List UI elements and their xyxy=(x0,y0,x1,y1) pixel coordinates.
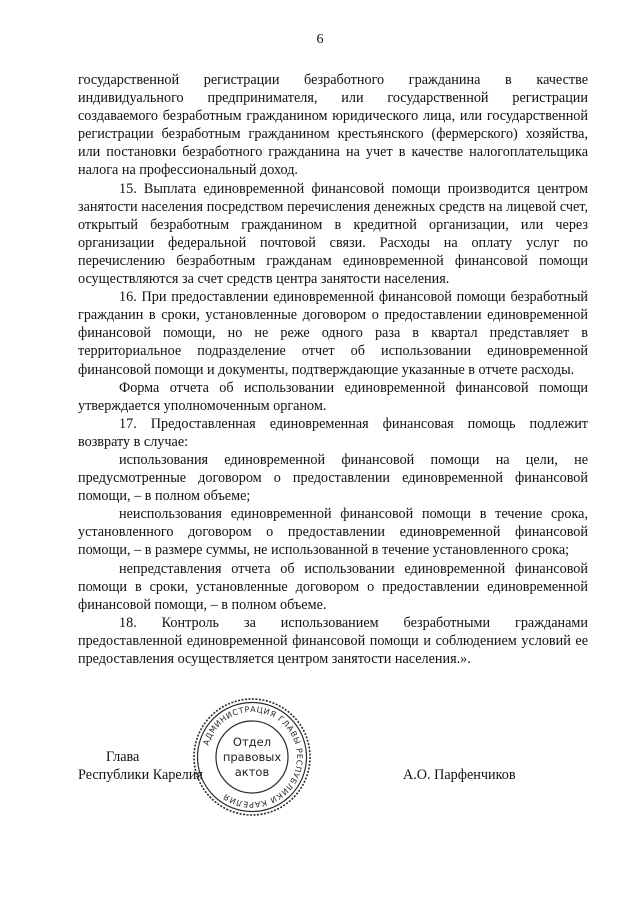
paragraph-17-case-misuse: использования единовременной финансовой помощи на цели, не предусмотренные договором о предоставлении единовременной финансовой помощи, – в полном объеме; xyxy=(78,451,588,505)
paragraph-17-case-no-report: непредставления отчета об использовании единовременной финансовой помощи в сроки, установленные договором о предоставлении единовременной финансовой помощи, – в полном объеме. xyxy=(78,560,588,613)
stamp-inner-line-2: правовых xyxy=(222,750,282,764)
paragraph-report-form: Форма отчета об использовании единовременной финансовой помощи утверждается уполномоченным органом. xyxy=(78,379,588,414)
paragraph-17: 17. Предоставленная единовременная финансовая помощь подлежит возврату в случае: xyxy=(78,415,588,450)
stamp-ring-text: АДМИНИСТРАЦИЯ ГЛАВЫ РЕСПУБЛИКИ КАРЕЛИЯ xyxy=(201,704,305,810)
paragraph-15: 15. Выплата единовременной финансовой помощи производится центром занятости населения посредством перечисления денежных средств на лицевой счет, открытый безработным гражданином в кредитной организации, или через организации федеральной почтовой связи. Расходы на оплату услуг по перечислению безработным гражданам единовременной финансовой помощи осуществляются за счет средств центра занятости населения. xyxy=(78,180,588,288)
paragraph-16: 16. При предоставлении единовременной финансовой помощи безработный гражданин в сроки, установленные договором о предоставлении единовременной финансовой помощи, но не реже одного раза в квартал представляет в территориальное подразделение отчет об использовании единовременной финансовой помощи и документы, подтверждающие указанные в отчете расходы. xyxy=(78,289,588,378)
page-number: 6 xyxy=(316,32,324,47)
paragraph-17-case-unused: неиспользования единовременной финансовой помощи в течение срока, установленного договором о предоставлении единовременной финансовой помощи, – в размере суммы, не использованной в течение установленного срока; xyxy=(78,506,588,559)
paragraph: государственной регистрации безработного гражданина в качестве индивидуального предпринимателя, или государственной регистрации создаваемого безработным гражданином юридического лица, или государственной регистрации безработным гражданином крестьянского (фермерского) хозяйства, или постановки безработного гражданина на учет в качестве налогоплательщика налога на профессиональный доход. xyxy=(78,72,588,179)
paragraph-18: 18. Контроль за использованием безработными гражданами предоставленной единовременной финансовой помощи и соблюдением условий ее предоставления осуществляется центром занятости населения.». xyxy=(78,614,588,667)
stamp-inner-line-3: актов xyxy=(234,765,270,779)
official-stamp xyxy=(189,694,315,820)
stamp-seal-icon xyxy=(189,694,315,820)
signatory-title: Глава xyxy=(106,749,140,765)
stamp-inner-line-1: Отдел xyxy=(232,735,272,749)
signatory-title-region: Республики Карелия xyxy=(78,767,203,783)
signatory-name: А.О. Парфенчиков xyxy=(403,767,516,783)
document-body xyxy=(78,71,588,668)
